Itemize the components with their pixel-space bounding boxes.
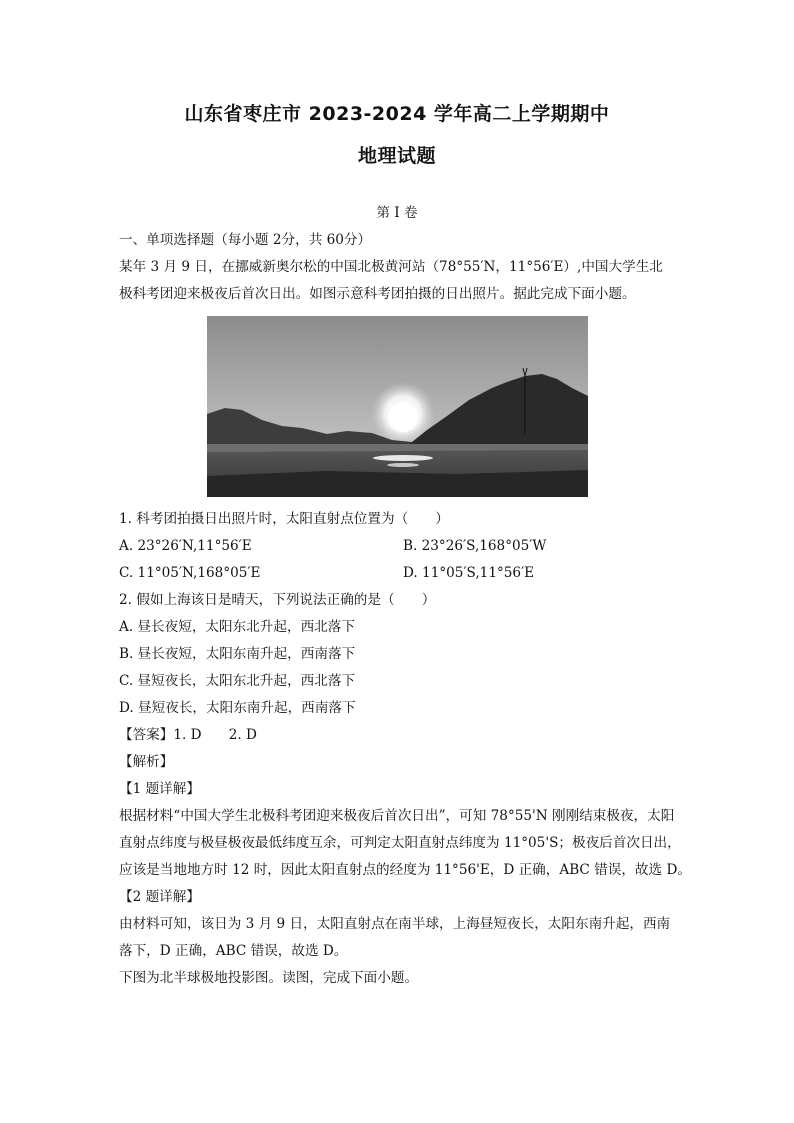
q2-stem: 2. 假如上海该日是晴天，下列说法正确的是（ ） — [119, 592, 436, 608]
q1-option-c: C. 11°05′N,168°05′E — [119, 565, 261, 581]
q1-detail-line-1: 根据材料“中国大学生北极科考团迎来极夜后首次日出”，可知 78°55'N 刚刚结束极夜，太阳 — [119, 808, 675, 824]
q2-detail-label: 【2 题详解】 — [119, 889, 200, 905]
q2-detail-line-1: 由材料可知，该日为 3 月 9 日，太阳直射点在南半球，上海昼短夜长，太阳东南升起，西南 — [119, 916, 671, 932]
q2-option-c: C. 昼短夜长，太阳东北升起，西北落下 — [119, 673, 356, 689]
sunrise-photo — [207, 316, 588, 497]
q1-detail-line-3: 应该是当地地方时 12 时，因此太阳直射点的经度为 11°56'E，D 正确，ABC 错误，故选 D。 — [119, 862, 691, 878]
volume-label: 第 I 卷 — [376, 205, 418, 221]
section-heading: 一、单项选择题（每小题 2分，共 60分） — [119, 232, 372, 248]
q2-detail-line-2: 落下，D 正确，ABC 错误，故选 D。 — [119, 943, 348, 959]
intro-line-1: 某年 3 月 9 日，在挪威新奥尔松的中国北极黄河站（78°55′N，11°56′E）,中国大学生北 — [119, 259, 663, 275]
q1-stem: 1. 科考团拍摄日出照片时，太阳直射点位置为（ ） — [119, 511, 449, 527]
document-subtitle: 地理试题 — [357, 145, 436, 167]
q1-option-a: A. 23°26′N,11°56′E — [119, 538, 252, 554]
q2-option-d: D. 昼短夜长，太阳东南升起，西南落下 — [119, 700, 356, 716]
intro-line-2: 极科考团迎来极夜后首次日出。如图示意科考团拍摄的日出照片。据此完成下面小题。 — [119, 286, 636, 302]
next-question-intro: 下图为北半球极地投影图。读图，完成下面小题。 — [119, 970, 419, 986]
analysis-label: 【解析】 — [119, 754, 174, 770]
answer-line: 【答案】1. D 2. D — [119, 727, 257, 743]
q2-option-b: B. 昼长夜短，太阳东南升起，西南落下 — [119, 646, 356, 662]
q1-detail-line-2: 直射点纬度与极昼极夜最低纬度互余，可判定太阳直射点纬度为 11°05'S；极夜后首次日出， — [119, 835, 681, 851]
q2-option-a: A. 昼长夜短，太阳东北升起，西北落下 — [119, 619, 355, 635]
q1-option-d: D. 11°05′S,11°56′E — [403, 565, 535, 581]
document-title: 山东省枣庄市 2023-2024 学年高二上学期期中 — [184, 103, 610, 125]
q1-option-b: B. 23°26′S,168°05′W — [403, 538, 547, 554]
q1-detail-label: 【1 题详解】 — [119, 781, 200, 797]
